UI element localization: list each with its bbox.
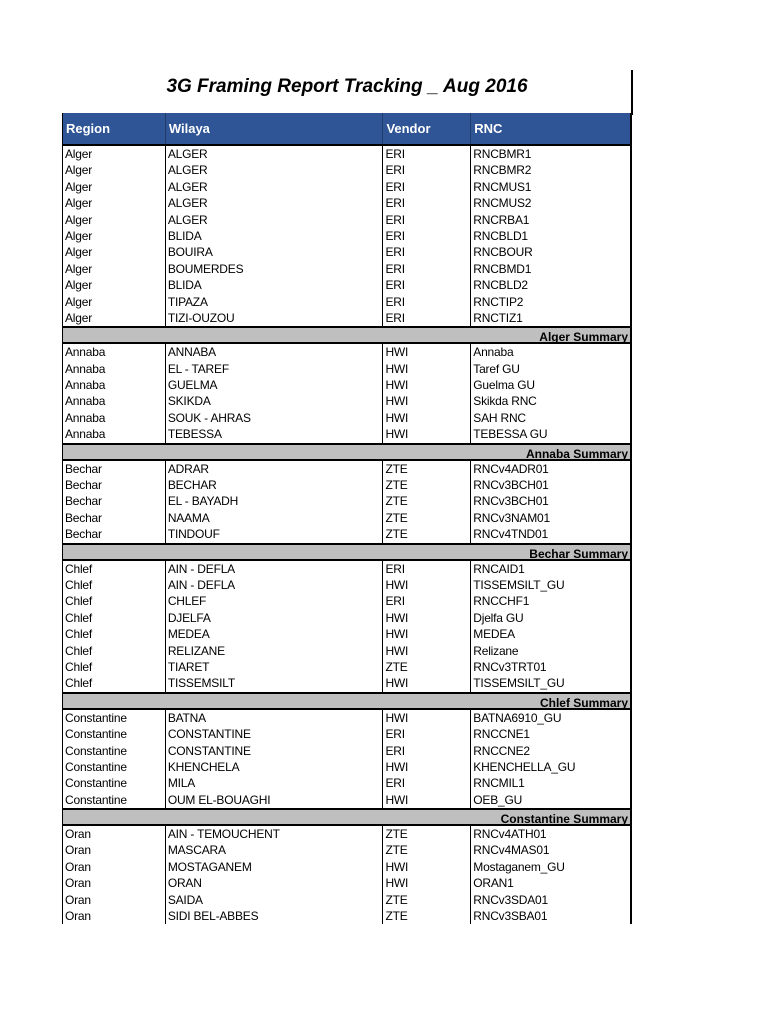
cell-rnc[interactable]: RNCCNE2 — [473, 743, 530, 758]
cell-region[interactable]: Alger — [63, 228, 166, 244]
table-row[interactable] — [63, 212, 630, 228]
cell-rnc[interactable]: RNCBLD2 — [473, 278, 528, 293]
cell-vendor[interactable]: HWI — [383, 610, 471, 626]
cell-wilaya[interactable]: CONSTANTINE — [166, 726, 384, 742]
cell-rnc[interactable]: RNCv4ADR01 — [473, 461, 549, 476]
cell-rnc[interactable]: Annaba — [473, 345, 514, 360]
cell-vendor[interactable]: ZTE — [383, 826, 471, 842]
cell-vendor[interactable]: HWI — [383, 377, 471, 393]
table-row[interactable] — [63, 659, 630, 675]
cell-wilaya[interactable]: ALGER — [166, 179, 384, 195]
column-header-wilaya[interactable]: Wilaya — [166, 113, 384, 144]
column-header-region[interactable]: Region — [63, 113, 166, 144]
cell-vendor[interactable]: HWI — [383, 759, 471, 775]
cell-region[interactable]: Constantine — [63, 710, 166, 726]
cell-vendor[interactable]: HWI — [383, 410, 471, 426]
table-row[interactable] — [63, 310, 630, 326]
table-row[interactable] — [63, 195, 630, 211]
table-row[interactable] — [63, 277, 630, 293]
cell-rnc[interactable]: RNCv4MAS01 — [473, 843, 550, 858]
cell-rnc[interactable]: RNCMIL1 — [473, 776, 525, 791]
cell-vendor[interactable]: HWI — [383, 361, 471, 377]
cell-rnc[interactable]: RNCRBA1 — [473, 212, 530, 227]
cell-wilaya[interactable]: BOUMERDES — [166, 261, 384, 277]
cell-vendor[interactable]: ZTE — [383, 477, 471, 493]
cell-vendor[interactable]: ZTE — [383, 659, 471, 675]
region-group — [63, 344, 630, 460]
cell-rnc[interactable]: RNCv3SDA01 — [473, 892, 548, 907]
cell-vendor[interactable]: ZTE — [383, 510, 471, 526]
cell-wilaya[interactable]: MILA — [166, 775, 384, 791]
cell-region[interactable]: Annaba — [63, 344, 166, 360]
table-row[interactable] — [63, 228, 630, 244]
cell-rnc[interactable]: RNCv4TND01 — [473, 527, 548, 542]
cell-region[interactable]: Annaba — [63, 410, 166, 426]
cell-wilaya[interactable]: SAIDA — [166, 892, 384, 908]
cell-wilaya[interactable]: DJELFA — [166, 610, 384, 626]
table-row[interactable] — [63, 675, 630, 691]
cell-vendor[interactable]: ERI — [383, 228, 471, 244]
cell-wilaya[interactable]: MASCARA — [166, 842, 384, 858]
table-row[interactable] — [63, 710, 630, 726]
summary-row[interactable]: Chlef Summary — [63, 692, 630, 710]
cell-wilaya[interactable]: ALGER — [166, 146, 384, 162]
cell-wilaya[interactable]: TISSEMSILT — [166, 675, 384, 691]
cell-rnc[interactable]: RNCBMD1 — [473, 261, 532, 276]
cell-wilaya[interactable]: BLIDA — [166, 228, 384, 244]
table-row[interactable] — [63, 859, 630, 875]
cell-rnc[interactable]: TEBESSA GU — [473, 427, 548, 442]
table-row[interactable] — [63, 875, 630, 891]
cell-wilaya[interactable]: ALGER — [166, 195, 384, 211]
cell-rnc[interactable]: RNCMUS2 — [473, 196, 532, 211]
cell-rnc[interactable]: ORAN1 — [473, 876, 514, 891]
cell-wilaya[interactable]: EL - BAYADH — [166, 493, 384, 509]
cell-wilaya[interactable]: TINDOUF — [166, 526, 384, 542]
cell-region[interactable]: Bechar — [63, 510, 166, 526]
cell-vendor[interactable]: ZTE — [383, 842, 471, 858]
cell-vendor[interactable]: ERI — [383, 212, 471, 228]
cell-wilaya[interactable]: BECHAR — [166, 477, 384, 493]
cell-wilaya[interactable]: AIN - DEFLA — [166, 561, 384, 577]
cell-region[interactable]: Annaba — [63, 361, 166, 377]
cell-region[interactable]: Annaba — [63, 393, 166, 409]
cell-wilaya[interactable]: ALGER — [166, 212, 384, 228]
cell-wilaya[interactable]: ADRAR — [166, 461, 384, 477]
cell-region[interactable]: Chlef — [63, 577, 166, 593]
cell-region[interactable]: Alger — [63, 310, 166, 326]
table-row[interactable] — [63, 510, 630, 526]
cell-region[interactable]: Oran — [63, 908, 166, 924]
cell-wilaya[interactable]: NAAMA — [166, 510, 384, 526]
cell-wilaya[interactable]: MEDEA — [166, 626, 384, 642]
table-row[interactable] — [63, 146, 630, 162]
cell-region[interactable]: Chlef — [63, 593, 166, 609]
table-row[interactable] — [63, 294, 630, 310]
cell-region[interactable]: Chlef — [63, 643, 166, 659]
cell-vendor[interactable]: ZTE — [383, 493, 471, 509]
cell-wilaya[interactable]: ALGER — [166, 162, 384, 178]
cell-region[interactable]: Oran — [63, 826, 166, 842]
cell-wilaya[interactable]: RELIZANE — [166, 643, 384, 659]
cell-vendor[interactable]: ERI — [383, 561, 471, 577]
table-row[interactable] — [63, 477, 630, 493]
table-row[interactable] — [63, 493, 630, 509]
cell-region[interactable]: Chlef — [63, 675, 166, 691]
region-group — [63, 461, 630, 561]
summary-row[interactable]: Alger Summary — [63, 326, 630, 344]
table-row[interactable] — [63, 908, 630, 924]
table-row[interactable] — [63, 426, 630, 442]
cell-wilaya[interactable]: TIPAZA — [166, 294, 384, 310]
cell-region[interactable]: Constantine — [63, 743, 166, 759]
summary-row[interactable]: Annaba Summary — [63, 443, 630, 461]
summary-row[interactable]: Constantine Summary — [63, 808, 630, 826]
cell-wilaya[interactable]: AIN - DEFLA — [166, 577, 384, 593]
cell-region[interactable]: Chlef — [63, 610, 166, 626]
cell-vendor[interactable]: ERI — [383, 146, 471, 162]
cell-vendor[interactable]: ERI — [383, 277, 471, 293]
cell-region[interactable]: Bechar — [63, 461, 166, 477]
table-row[interactable] — [63, 610, 630, 626]
region-group — [63, 561, 630, 710]
cell-rnc[interactable]: Guelma GU — [473, 378, 535, 393]
cell-vendor[interactable]: ERI — [383, 294, 471, 310]
region-group — [63, 710, 630, 826]
table-row[interactable] — [63, 726, 630, 742]
cell-rnc[interactable]: TISSEMSILT_GU — [473, 577, 565, 592]
table-row[interactable] — [63, 461, 630, 477]
cell-wilaya[interactable]: BLIDA — [166, 277, 384, 293]
cell-rnc[interactable]: RNCCNE1 — [473, 727, 530, 742]
cell-vendor[interactable]: HWI — [383, 710, 471, 726]
table-row[interactable] — [63, 526, 630, 542]
cell-rnc[interactable]: BATNA6910_GU — [473, 710, 562, 725]
summary-row[interactable]: Bechar Summary — [63, 543, 630, 561]
region-group — [63, 146, 630, 344]
cell-rnc[interactable]: Taref GU — [473, 361, 520, 376]
cell-wilaya[interactable]: TEBESSA — [166, 426, 384, 442]
cell-region[interactable]: Alger — [63, 162, 166, 178]
table-row[interactable] — [63, 792, 630, 808]
cell-vendor[interactable]: ERI — [383, 179, 471, 195]
cell-vendor[interactable]: ZTE — [383, 526, 471, 542]
cell-wilaya[interactable]: TIARET — [166, 659, 384, 675]
cell-region[interactable]: Alger — [63, 294, 166, 310]
table-header — [63, 113, 630, 146]
cell-rnc[interactable]: RNCTIZ1 — [473, 310, 523, 325]
cell-region[interactable]: Oran — [63, 875, 166, 891]
table-row[interactable] — [63, 162, 630, 178]
cell-vendor[interactable]: HWI — [383, 875, 471, 891]
cell-vendor[interactable]: ERI — [383, 743, 471, 759]
table-row[interactable] — [63, 244, 630, 260]
cell-rnc[interactable]: Skikda RNC — [473, 394, 537, 409]
cell-vendor[interactable]: ERI — [383, 261, 471, 277]
cell-wilaya[interactable]: OUM EL-BOUAGHI — [166, 792, 384, 808]
cell-rnc[interactable]: RNCv3BCH01 — [473, 494, 549, 509]
cell-vendor[interactable]: HWI — [383, 344, 471, 360]
cell-region[interactable]: Chlef — [63, 659, 166, 675]
table-row[interactable] — [63, 577, 630, 593]
cell-vendor[interactable]: HWI — [383, 792, 471, 808]
cell-rnc[interactable]: RNCCHF1 — [473, 594, 530, 609]
cell-region[interactable]: Alger — [63, 179, 166, 195]
cell-region[interactable]: Chlef — [63, 561, 166, 577]
cell-vendor[interactable]: HWI — [383, 577, 471, 593]
cell-rnc[interactable]: KHENCHELLA_GU — [473, 759, 576, 774]
column-header-vendor[interactable]: Vendor — [383, 113, 471, 144]
table-row[interactable] — [63, 179, 630, 195]
table-row[interactable] — [63, 643, 630, 659]
cell-region[interactable]: Constantine — [63, 726, 166, 742]
cell-region[interactable]: Oran — [63, 892, 166, 908]
cell-region[interactable]: Constantine — [63, 775, 166, 791]
cell-rnc[interactable]: RNCBMR2 — [473, 163, 532, 178]
cell-rnc[interactable]: RNCAID1 — [473, 561, 525, 576]
cell-vendor[interactable]: HWI — [383, 643, 471, 659]
cell-wilaya[interactable]: CONSTANTINE — [166, 743, 384, 759]
cell-rnc[interactable]: Mostaganem_GU — [473, 859, 565, 874]
cell-region[interactable]: Constantine — [63, 792, 166, 808]
cell-rnc[interactable]: Djelfa GU — [473, 610, 524, 625]
table-row[interactable] — [63, 759, 630, 775]
table-row[interactable] — [63, 344, 630, 360]
cell-wilaya[interactable]: SIDI BEL-ABBES — [166, 908, 384, 924]
cell-rnc[interactable]: RNCv3TRT01 — [473, 659, 547, 674]
column-header-rnc[interactable]: RNC — [474, 121, 503, 136]
cell-vendor[interactable]: ZTE — [383, 461, 471, 477]
table-row[interactable] — [63, 410, 630, 426]
cell-rnc[interactable]: RNCBOUR — [473, 245, 533, 260]
cell-rnc[interactable]: SAH RNC — [473, 410, 526, 425]
cell-wilaya[interactable]: ANNABA — [166, 344, 384, 360]
cell-region[interactable]: Bechar — [63, 493, 166, 509]
cell-rnc[interactable]: Relizane — [473, 643, 519, 658]
cell-rnc[interactable]: RNCv3NAM01 — [473, 510, 550, 525]
cell-region[interactable]: Oran — [63, 842, 166, 858]
cell-wilaya[interactable]: AIN - TEMOUCHENT — [166, 826, 384, 842]
cell-vendor[interactable]: ZTE — [383, 892, 471, 908]
cell-wilaya[interactable]: ORAN — [166, 875, 384, 891]
cell-vendor[interactable]: HWI — [383, 859, 471, 875]
cell-vendor[interactable]: ERI — [383, 593, 471, 609]
cell-rnc[interactable]: MEDEA — [473, 627, 515, 642]
table-row[interactable] — [63, 892, 630, 908]
cell-wilaya[interactable]: SOUK - AHRAS — [166, 410, 384, 426]
cell-region[interactable]: Alger — [63, 195, 166, 211]
cell-wilaya[interactable]: KHENCHELA — [166, 759, 384, 775]
table-row[interactable] — [63, 261, 630, 277]
cell-rnc[interactable]: RNCTIP2 — [473, 294, 524, 309]
table-row[interactable] — [63, 626, 630, 642]
cell-rnc[interactable]: RNCv3BCH01 — [473, 478, 549, 493]
cell-wilaya[interactable]: BATNA — [166, 710, 384, 726]
cell-rnc[interactable]: RNCBMR1 — [473, 147, 532, 161]
cell-vendor[interactable]: ERI — [383, 195, 471, 211]
cell-wilaya[interactable]: MOSTAGANEM — [166, 859, 384, 875]
cell-region[interactable]: Alger — [63, 212, 166, 228]
cell-vendor[interactable]: ZTE — [383, 908, 471, 924]
cell-rnc[interactable]: OEB_GU — [473, 792, 523, 807]
cell-region[interactable]: Alger — [63, 261, 166, 277]
cell-vendor[interactable]: ERI — [383, 162, 471, 178]
table-row[interactable] — [63, 593, 630, 609]
table-row[interactable] — [63, 561, 630, 577]
cell-wilaya[interactable]: BOUIRA — [166, 244, 384, 260]
cell-wilaya[interactable]: SKIKDA — [166, 393, 384, 409]
cell-rnc[interactable]: RNCMUS1 — [473, 179, 532, 194]
cell-region[interactable]: Alger — [63, 277, 166, 293]
cell-region[interactable]: Annaba — [63, 377, 166, 393]
table-row[interactable] — [63, 826, 630, 842]
region-group — [63, 826, 630, 924]
cell-region[interactable]: Bechar — [63, 477, 166, 493]
cell-wilaya[interactable]: GUELMA — [166, 377, 384, 393]
cell-rnc[interactable]: RNCv4ATH01 — [473, 827, 547, 842]
cell-rnc[interactable]: TISSEMSILT_GU — [473, 676, 565, 691]
table-row[interactable] — [63, 743, 630, 759]
cell-vendor[interactable]: HWI — [383, 675, 471, 691]
cell-rnc[interactable]: RNCv3SBA01 — [473, 909, 548, 924]
cell-region[interactable]: Constantine — [63, 759, 166, 775]
cell-vendor[interactable]: ERI — [383, 726, 471, 742]
cell-region[interactable]: Alger — [63, 146, 166, 162]
table-row[interactable] — [63, 393, 630, 409]
cell-rnc[interactable]: RNCBLD1 — [473, 228, 528, 243]
report-table — [62, 113, 632, 924]
cell-vendor[interactable]: HWI — [383, 426, 471, 442]
cell-region[interactable]: Alger — [63, 244, 166, 260]
cell-wilaya[interactable]: EL - TAREF — [166, 361, 384, 377]
table-row[interactable] — [63, 377, 630, 393]
cell-vendor[interactable]: HWI — [383, 393, 471, 409]
cell-vendor[interactable]: HWI — [383, 626, 471, 642]
cell-vendor[interactable]: ERI — [383, 244, 471, 260]
table-row[interactable] — [63, 361, 630, 377]
cell-vendor[interactable]: ERI — [383, 775, 471, 791]
table-row[interactable] — [63, 842, 630, 858]
cell-region[interactable]: Bechar — [63, 526, 166, 542]
table-body — [63, 146, 630, 924]
cell-wilaya[interactable]: CHLEF — [166, 593, 384, 609]
cell-wilaya[interactable]: TIZI-OUZOU — [166, 310, 384, 326]
cell-vendor[interactable]: ERI — [383, 310, 471, 326]
cell-region[interactable]: Oran — [63, 859, 166, 875]
cell-region[interactable]: Chlef — [63, 626, 166, 642]
table-row[interactable] — [63, 775, 630, 791]
report-title: 3G Framing Report Tracking _ Aug 2016 — [166, 76, 528, 97]
cell-region[interactable]: Annaba — [63, 426, 166, 442]
